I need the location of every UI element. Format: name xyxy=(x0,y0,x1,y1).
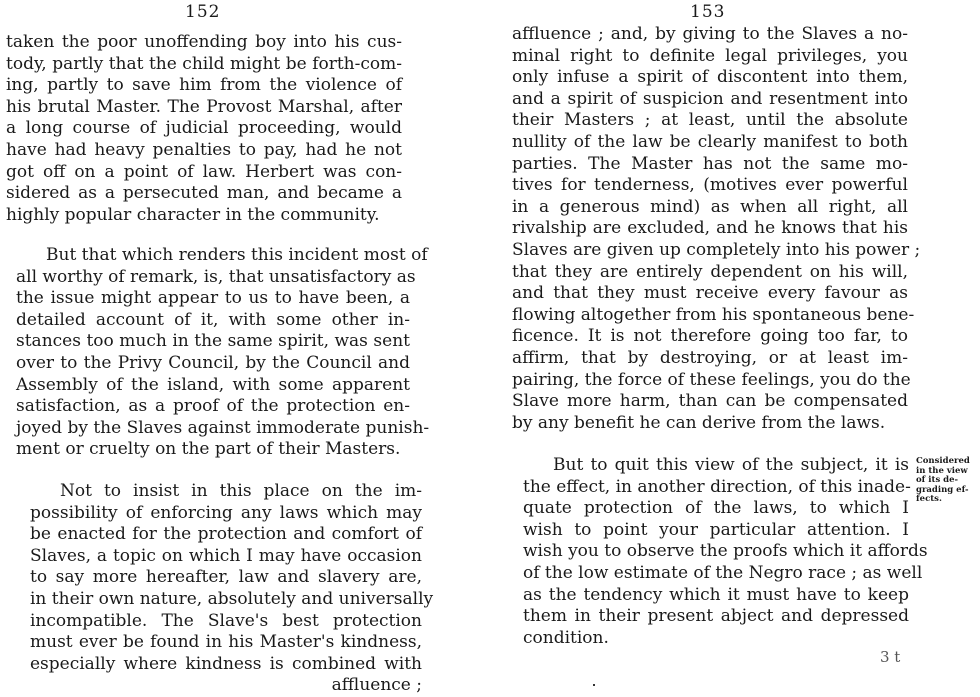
text-line: tives for tenderness, (motives ever powerful xyxy=(512,175,908,196)
text-line: pairing, the force of these feelings, you do the xyxy=(512,369,911,390)
text-line: only infuse a spirit of discontent into them, xyxy=(512,67,908,88)
text-line: got off on a point of law. Herbert was con- xyxy=(6,161,402,182)
text-line: must ever be found in his Master's kindness, xyxy=(30,632,422,653)
text-line: joyed by the Slaves against immoderate punish- xyxy=(16,417,430,438)
right-paragraph-1 xyxy=(512,24,921,434)
text-line: tody, partly that the child might be forth-com- xyxy=(6,53,402,74)
text-line: Slaves, a topic on which I may have occasion xyxy=(30,545,422,566)
left-page xyxy=(0,0,440,695)
text-line: Slaves are given up completely into his power ; xyxy=(512,239,921,260)
signature-mark: 3 t xyxy=(880,648,901,666)
text-line: detailed account of it, with some other in- xyxy=(16,309,410,330)
text-line: flowing altogether from his spontaneous bene- xyxy=(512,304,915,325)
text-line: taken the poor unoffending boy into his cus- xyxy=(6,32,402,52)
text-line: highly popular character in the community. xyxy=(6,204,380,225)
margin-note-line: fects. xyxy=(916,494,942,504)
text-line: have had heavy penalties to pay, had he not xyxy=(6,139,402,160)
text-line: be enacted for the protection and comfort of xyxy=(30,524,422,545)
margin-note xyxy=(916,457,980,505)
text-line: ficence. It is not therefore going too far, to xyxy=(512,326,908,347)
text-line: Slave more harm, than can be compensated xyxy=(512,391,908,412)
text-line: parties. The Master has not the same mo- xyxy=(512,153,908,174)
text-line: rivalship are excluded, and he knows that his xyxy=(512,218,908,239)
text-line: stances too much in the same spirit, was sent xyxy=(16,331,410,352)
text-line: Assembly of the island, with some apparent xyxy=(16,374,410,395)
text-line: But to quit this view of the subject, it is xyxy=(553,455,909,475)
text-line: by any benefit he can derive from the laws. xyxy=(512,412,886,433)
text-line: nullity of the law be clearly manifest to both xyxy=(512,131,908,152)
text-line: in their own nature, absolutely and universally xyxy=(30,588,434,609)
text-line: ment or cruelty on the part of their Masters. xyxy=(16,439,401,460)
text-line: over to the Privy Council, by the Council and xyxy=(16,352,410,373)
margin-note-line: Considered xyxy=(916,456,970,466)
text-line: condition. xyxy=(523,627,609,648)
text-line: and a spirit of suspicion and resentment into xyxy=(512,88,908,109)
left-paragraph-3 xyxy=(30,481,434,697)
left-page-number: 152 xyxy=(185,2,221,22)
text-line: quate protection of the laws, to which I xyxy=(523,498,909,519)
text-line: wish to point your particular attention. I xyxy=(523,519,909,540)
margin-note-line: grading ef- xyxy=(916,484,969,495)
text-line: all worthy of remark, is, that unsatisfactory as xyxy=(16,266,416,287)
text-line: But that which renders this incident most of xyxy=(46,245,428,265)
text-line: to say more hereafter, law and slavery are, xyxy=(30,567,422,588)
margin-note-line: of its de- xyxy=(916,475,959,485)
text-line: wish you to observe the proofs which it affords xyxy=(523,541,928,562)
text-line: as the tendency which it must have to keep xyxy=(523,584,909,605)
text-line: especially where kindness is combined with xyxy=(30,653,422,674)
ink-speck xyxy=(593,684,595,686)
text-line: affirm, that by destroying, or at least im- xyxy=(512,347,908,368)
text-line: sidered as a persecuted man, and became a xyxy=(6,183,402,204)
left-paragraph-1 xyxy=(6,32,402,226)
text-line: of the low estimate of the Negro race ; as well xyxy=(523,562,923,583)
text-line: minal right to definite legal privileges, you xyxy=(512,45,908,66)
text-line: a long course of judicial proceeding, would xyxy=(6,118,402,139)
text-line: that they are entirely dependent on his will, xyxy=(512,261,908,282)
text-line: possibility of enforcing any laws which may xyxy=(30,502,422,523)
text-line: satisfaction, as a proof of the protection en- xyxy=(16,396,410,417)
margin-note-line: in the view xyxy=(916,465,968,476)
text-line: the issue might appear to us to have been, a xyxy=(16,288,410,309)
text-line: Not to insist in this place on the im- xyxy=(60,481,422,501)
text-line: the effect, in another direction, of this inade- xyxy=(523,476,911,497)
right-page xyxy=(490,0,980,695)
text-line: ing, partly to save him from the violence of xyxy=(6,75,402,96)
text-line: in a generous mind) as when all right, all xyxy=(512,196,908,217)
right-paragraph-2 xyxy=(523,455,928,649)
right-page-number: 153 xyxy=(690,2,726,22)
text-line: them in their present abject and depressed xyxy=(523,606,909,627)
text-line: affluence ; and, by giving to the Slaves a no- xyxy=(512,24,908,44)
text-line: their Masters ; at least, until the absolute xyxy=(512,110,908,131)
catchword: affluence ; xyxy=(331,675,422,696)
left-paragraph-2 xyxy=(16,245,430,461)
text-line: incompatible. The Slave's best protection xyxy=(30,610,422,631)
text-line: his brutal Master. The Provost Marshal, after xyxy=(6,96,402,117)
text-line: and that they must receive every favour as xyxy=(512,283,908,304)
